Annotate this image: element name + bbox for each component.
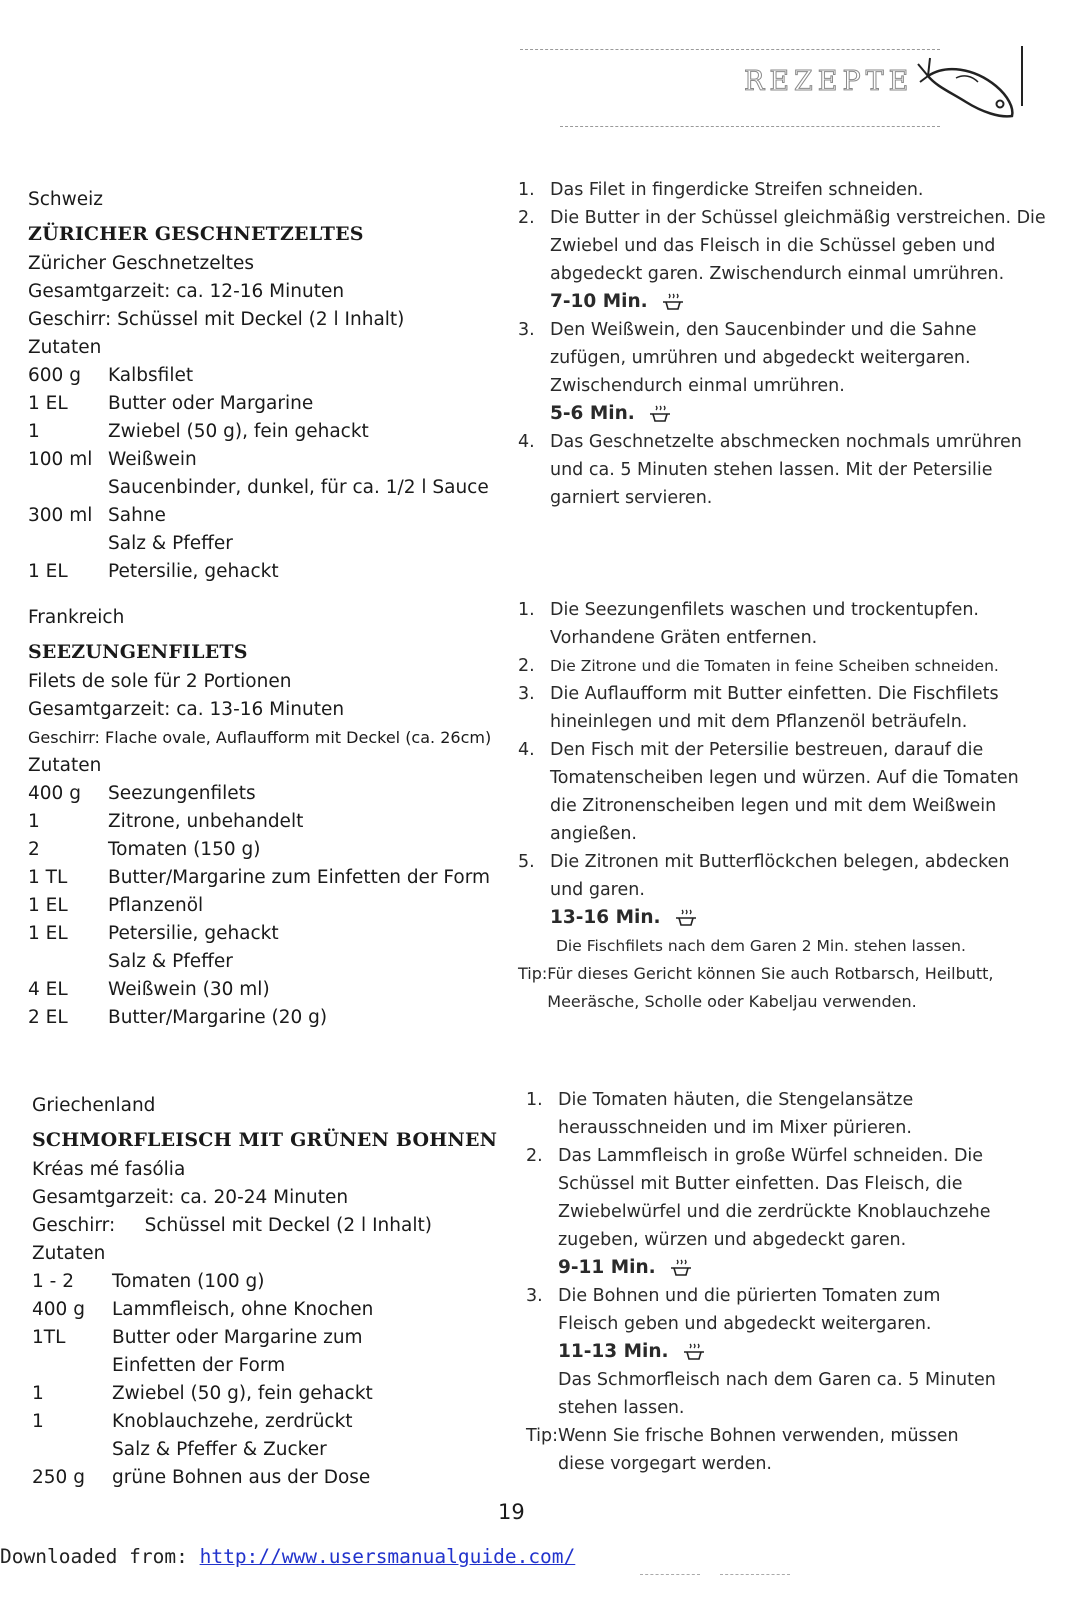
step-item: 1. Die Seezungenfilets waschen und trockentupfen. Vorhandene Gräten entfernen.: [518, 600, 979, 648]
step-item: 2. Die Butter in der Schüssel gleichmäßig verstreichen. Die Zwiebel und das Fleisch in die Schüssel geben und abgedeckt garen. Zwischendurch einmal umrühren.: [518, 208, 1046, 284]
resting-note: Die Fischfilets nach dem Garen 2 Min. stehen lassen.: [556, 937, 966, 955]
recipe-subtitle: Kréas mé fasólia: [32, 1159, 186, 1180]
microwave-heat-icon: [649, 404, 671, 424]
section-title: REZEPTE: [744, 66, 914, 97]
ingredient-row: Saucenbinder, dunkel, für ca. 1/2 l Sauce: [108, 477, 489, 498]
tip: Tip: Für dieses Gericht können Sie auch Rotbarsch, Heilbutt, Meeräsche, Scholle oder Kabeljau verwenden.: [518, 964, 994, 1011]
ingredient-row: Salz & Pfeffer: [108, 533, 233, 554]
download-footer: [0, 1545, 575, 1568]
dishware: Geschirr: Flache ovale, Auflaufform mit Deckel (ca. 26cm): [28, 728, 492, 747]
step-item: 1. Die Tomaten häuten, die Stengelansätze herausschneiden und im Mixer pürieren.: [526, 1090, 914, 1138]
step-item: 2. Die Zitrone und die Tomaten in feine Scheiben schneiden.: [518, 656, 999, 676]
ingredient-row: 1 Zitrone, unbehandelt: [28, 811, 304, 832]
recipe-steps: [518, 596, 1048, 1016]
step-item: 3. Die Bohnen und die pürierten Tomaten zum Fleisch geben und abgedeckt weitergaren.: [526, 1286, 941, 1334]
ingredient-row: 1 EL Pflanzenöl: [28, 895, 204, 916]
step-item: 5. Die Zitronen mit Butterflöckchen belegen, abdecken und garen.: [518, 852, 1010, 900]
ingredient-row: 4 EL Weißwein (30 ml): [28, 979, 270, 1000]
header-rule: [560, 126, 940, 127]
ingredient-row: 2 EL Butter/Margarine (20 g): [28, 1007, 328, 1028]
footer-rule: [720, 1574, 790, 1575]
microwave-heat-icon: [683, 1342, 705, 1362]
cooking-time: Gesamtgarzeit: ca. 13-16 Minuten: [28, 699, 345, 720]
step-item: 1. Das Filet in fingerdicke Streifen schneiden.: [518, 180, 924, 200]
cook-time: 11-13 Min.: [558, 1338, 996, 1366]
ingredient-row: 1 Knoblauchzehe, zerdrückt: [32, 1411, 353, 1432]
ingredient-row: 1 TL Butter/Margarine zum Einfetten der Form: [28, 867, 491, 888]
ingredient-row: 600 g Kalbsfilet: [28, 365, 194, 386]
ingredient-row: 1TL Butter oder Margarine zum: [32, 1327, 363, 1348]
ingredient-row: 1 - 2 Tomaten (100 g): [32, 1271, 265, 1292]
header-rule: [520, 49, 940, 50]
ingredients-heading: Zutaten: [32, 1243, 106, 1264]
page-header: [520, 40, 1025, 140]
recipe-subtitle: Züricher Geschnetzeltes: [28, 253, 255, 274]
ingredients-heading: Zutaten: [28, 755, 102, 776]
ingredient-row: 1 EL Petersilie, gehackt: [28, 923, 279, 944]
dishware: Geschirr: Schüssel mit Deckel (2 l Inhalt): [28, 309, 405, 330]
footer-prefix: Downloaded from:: [0, 1545, 200, 1568]
ingredient-row: 2 Tomaten (150 g): [28, 839, 261, 860]
step-item: 2. Das Lammfleisch in große Würfel schneiden. Die Schüssel mit Butter einfetten. Das Fleisch, die Zwiebelwürfel und die zerdrückte Knoblauchzehe zugeben, würzen und abgedeckt garen.: [526, 1146, 991, 1250]
ingredient-row: 1 Zwiebel (50 g), fein gehackt: [32, 1383, 373, 1404]
step-item: 3. Den Weißwein, den Saucenbinder und die Sahne zufügen, umrühren und abgedeckt weitergaren. Zwischendurch einmal umrühren.: [518, 320, 977, 396]
ingredient-row: 400 g Seezungenfilets: [28, 783, 256, 804]
step-item: 4. Den Fisch mit der Petersilie bestreuen, darauf die Tomatenscheiben legen und würzen. Auf die Tomaten die Zitronenscheiben legen und mit dem Weißwein angießen.: [518, 740, 1019, 844]
recipe-country: Griechenland: [32, 1095, 156, 1116]
microwave-heat-icon: [675, 908, 697, 928]
resting-note: Das Schmorfleisch nach dem Garen ca. 5 Minuten stehen lassen.: [558, 1370, 996, 1418]
ingredient-row: 1 EL Butter oder Margarine: [28, 393, 314, 414]
page-number: 19: [498, 1500, 525, 1524]
dishware: Geschirr: Schüssel mit Deckel (2 l Inhalt): [32, 1215, 432, 1236]
recipe-subtitle: Filets de sole für 2 Portionen: [28, 671, 292, 692]
recipe-info: [32, 1092, 502, 1492]
ingredient-row: 300 ml Sahne: [28, 505, 166, 526]
cook-time: 5-6 Min.: [550, 400, 1048, 428]
step-item: 4. Das Geschnetzelte abschmecken nochmals umrühren und ca. 5 Minuten stehen lassen. Mit der Petersilie garniert servieren.: [518, 432, 1022, 508]
recipe-steps: [526, 1086, 996, 1478]
source-link[interactable]: http://www.usersmanualguide.com/: [199, 1545, 576, 1568]
recipe-title: SEEZUNGENFILETS: [28, 641, 248, 663]
ingredients-heading: Zutaten: [28, 337, 102, 358]
cook-time: 7-10 Min.: [550, 288, 1048, 316]
ingredient-row: 1 EL Petersilie, gehackt: [28, 561, 279, 582]
tip: Tip: Wenn Sie frische Bohnen verwenden, müssen diese vorgegart werden.: [526, 1426, 959, 1474]
fish-icon: [916, 46, 1026, 130]
ingredient-row: 100 ml Weißwein: [28, 449, 197, 470]
recipe-info: [28, 604, 498, 1032]
cooking-time: Gesamtgarzeit: ca. 12-16 Minuten: [28, 281, 345, 302]
ingredient-row: Salz & Pfeffer: [108, 951, 233, 972]
recipe-steps: [518, 176, 1048, 512]
microwave-heat-icon: [662, 292, 684, 312]
recipe-title: ZÜRICHER GESCHNETZELTES: [28, 223, 364, 245]
ingredient-row: Einfetten der Form: [112, 1355, 286, 1376]
recipe-country: Schweiz: [28, 189, 104, 210]
recipe-info: [28, 186, 498, 586]
ingredient-row: 1 Zwiebel (50 g), fein gehackt: [28, 421, 369, 442]
ingredient-row: 250 g grüne Bohnen aus der Dose: [32, 1467, 371, 1488]
footer-rule: [640, 1574, 700, 1575]
cook-time: 9-11 Min.: [558, 1254, 996, 1282]
cooking-time: Gesamtgarzeit: ca. 20-24 Minuten: [32, 1187, 349, 1208]
microwave-heat-icon: [670, 1258, 692, 1278]
cook-time: 13-16 Min.: [550, 904, 1048, 932]
recipe-country: Frankreich: [28, 607, 125, 628]
ingredient-row: Salz & Pfeffer & Zucker: [112, 1439, 327, 1460]
recipe-title: SCHMORFLEISCH MIT GRÜNEN BOHNEN: [32, 1129, 498, 1151]
step-item: 3. Die Auflaufform mit Butter einfetten. Die Fischfilets hineinlegen und mit dem Pflanzenöl beträufeln.: [518, 684, 999, 732]
ingredient-row: 400 g Lammfleisch, ohne Knochen: [32, 1299, 374, 1320]
